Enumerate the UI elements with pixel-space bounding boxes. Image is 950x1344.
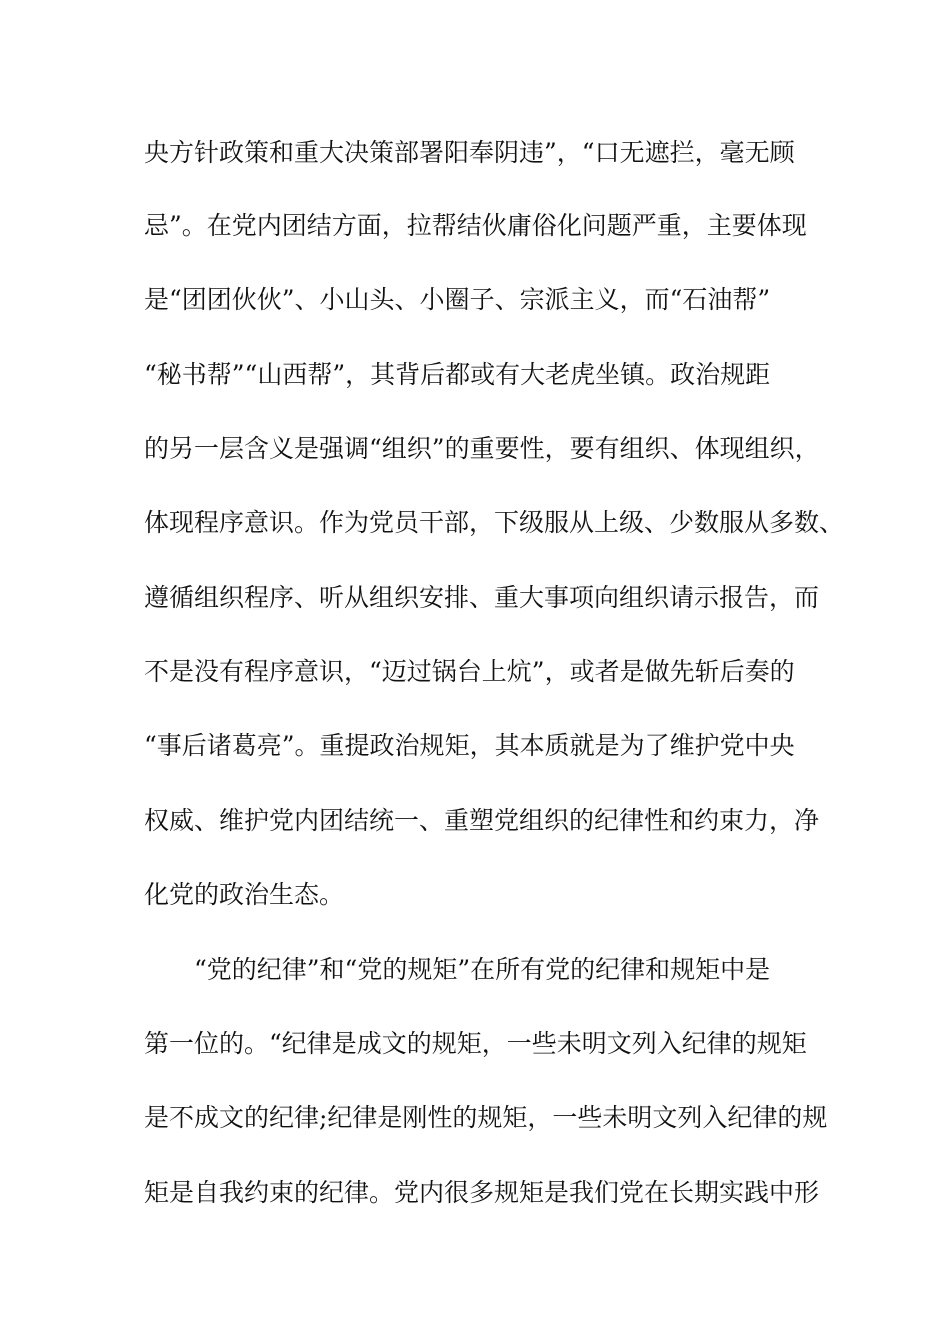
text-line-3: 是“团团伙伙”、小山头、小圈子、宗派主义，而“石油帮” — [144, 285, 771, 314]
text-line-13: 第一位的。“纪律是成文的规矩，一些未明文列入纪律的规矩 — [144, 1029, 807, 1058]
text-line-4: “秘书帮”“山西帮”，其背后都或有大老虎坐镇。政治规距 — [144, 360, 771, 389]
text-line-5: 的另一层含义是强调“组织”的重要性，要有组织、体现组织， — [144, 434, 820, 463]
text-line-8: 不是没有程序意识，“迈过锅台上炕”，或者是做先斩后奏的 — [144, 657, 795, 686]
text-line-11: 化党的政治生态。 — [144, 880, 345, 909]
text-line-9: “事后诸葛亮”。重提政治规矩，其本质就是为了维护党中央 — [144, 731, 795, 760]
text-line-10: 权威、维护党内团结统一、重塑党组织的纪律性和约束力，净 — [144, 806, 820, 835]
paragraph-start-line: “党的纪律”和“党的规矩”在所有党的纪律和规矩中是 — [194, 955, 771, 984]
text-line-1: 央方针政策和重大决策部署阳奉阴违”，“口无遮拦，毫无顾 — [144, 138, 795, 167]
text-line-15: 矩是自我约束的纪律。党内很多规矩是我们党在长期实践中形 — [144, 1178, 820, 1207]
text-line-14: 是不成文的纪律;纪律是刚性的规矩，一些未明文列入纪律的规 — [144, 1103, 828, 1132]
text-line-6: 体现程序意识。作为党员干部，下级服从上级、少数服从多数、 — [144, 508, 845, 537]
text-line-2: 忌”。在党内团结方面，拉帮结伙庸俗化问题严重，主要体现 — [144, 211, 807, 240]
text-line-7: 遵循组织程序、听从组织安排、重大事项向组织请示报告，而 — [144, 583, 820, 612]
